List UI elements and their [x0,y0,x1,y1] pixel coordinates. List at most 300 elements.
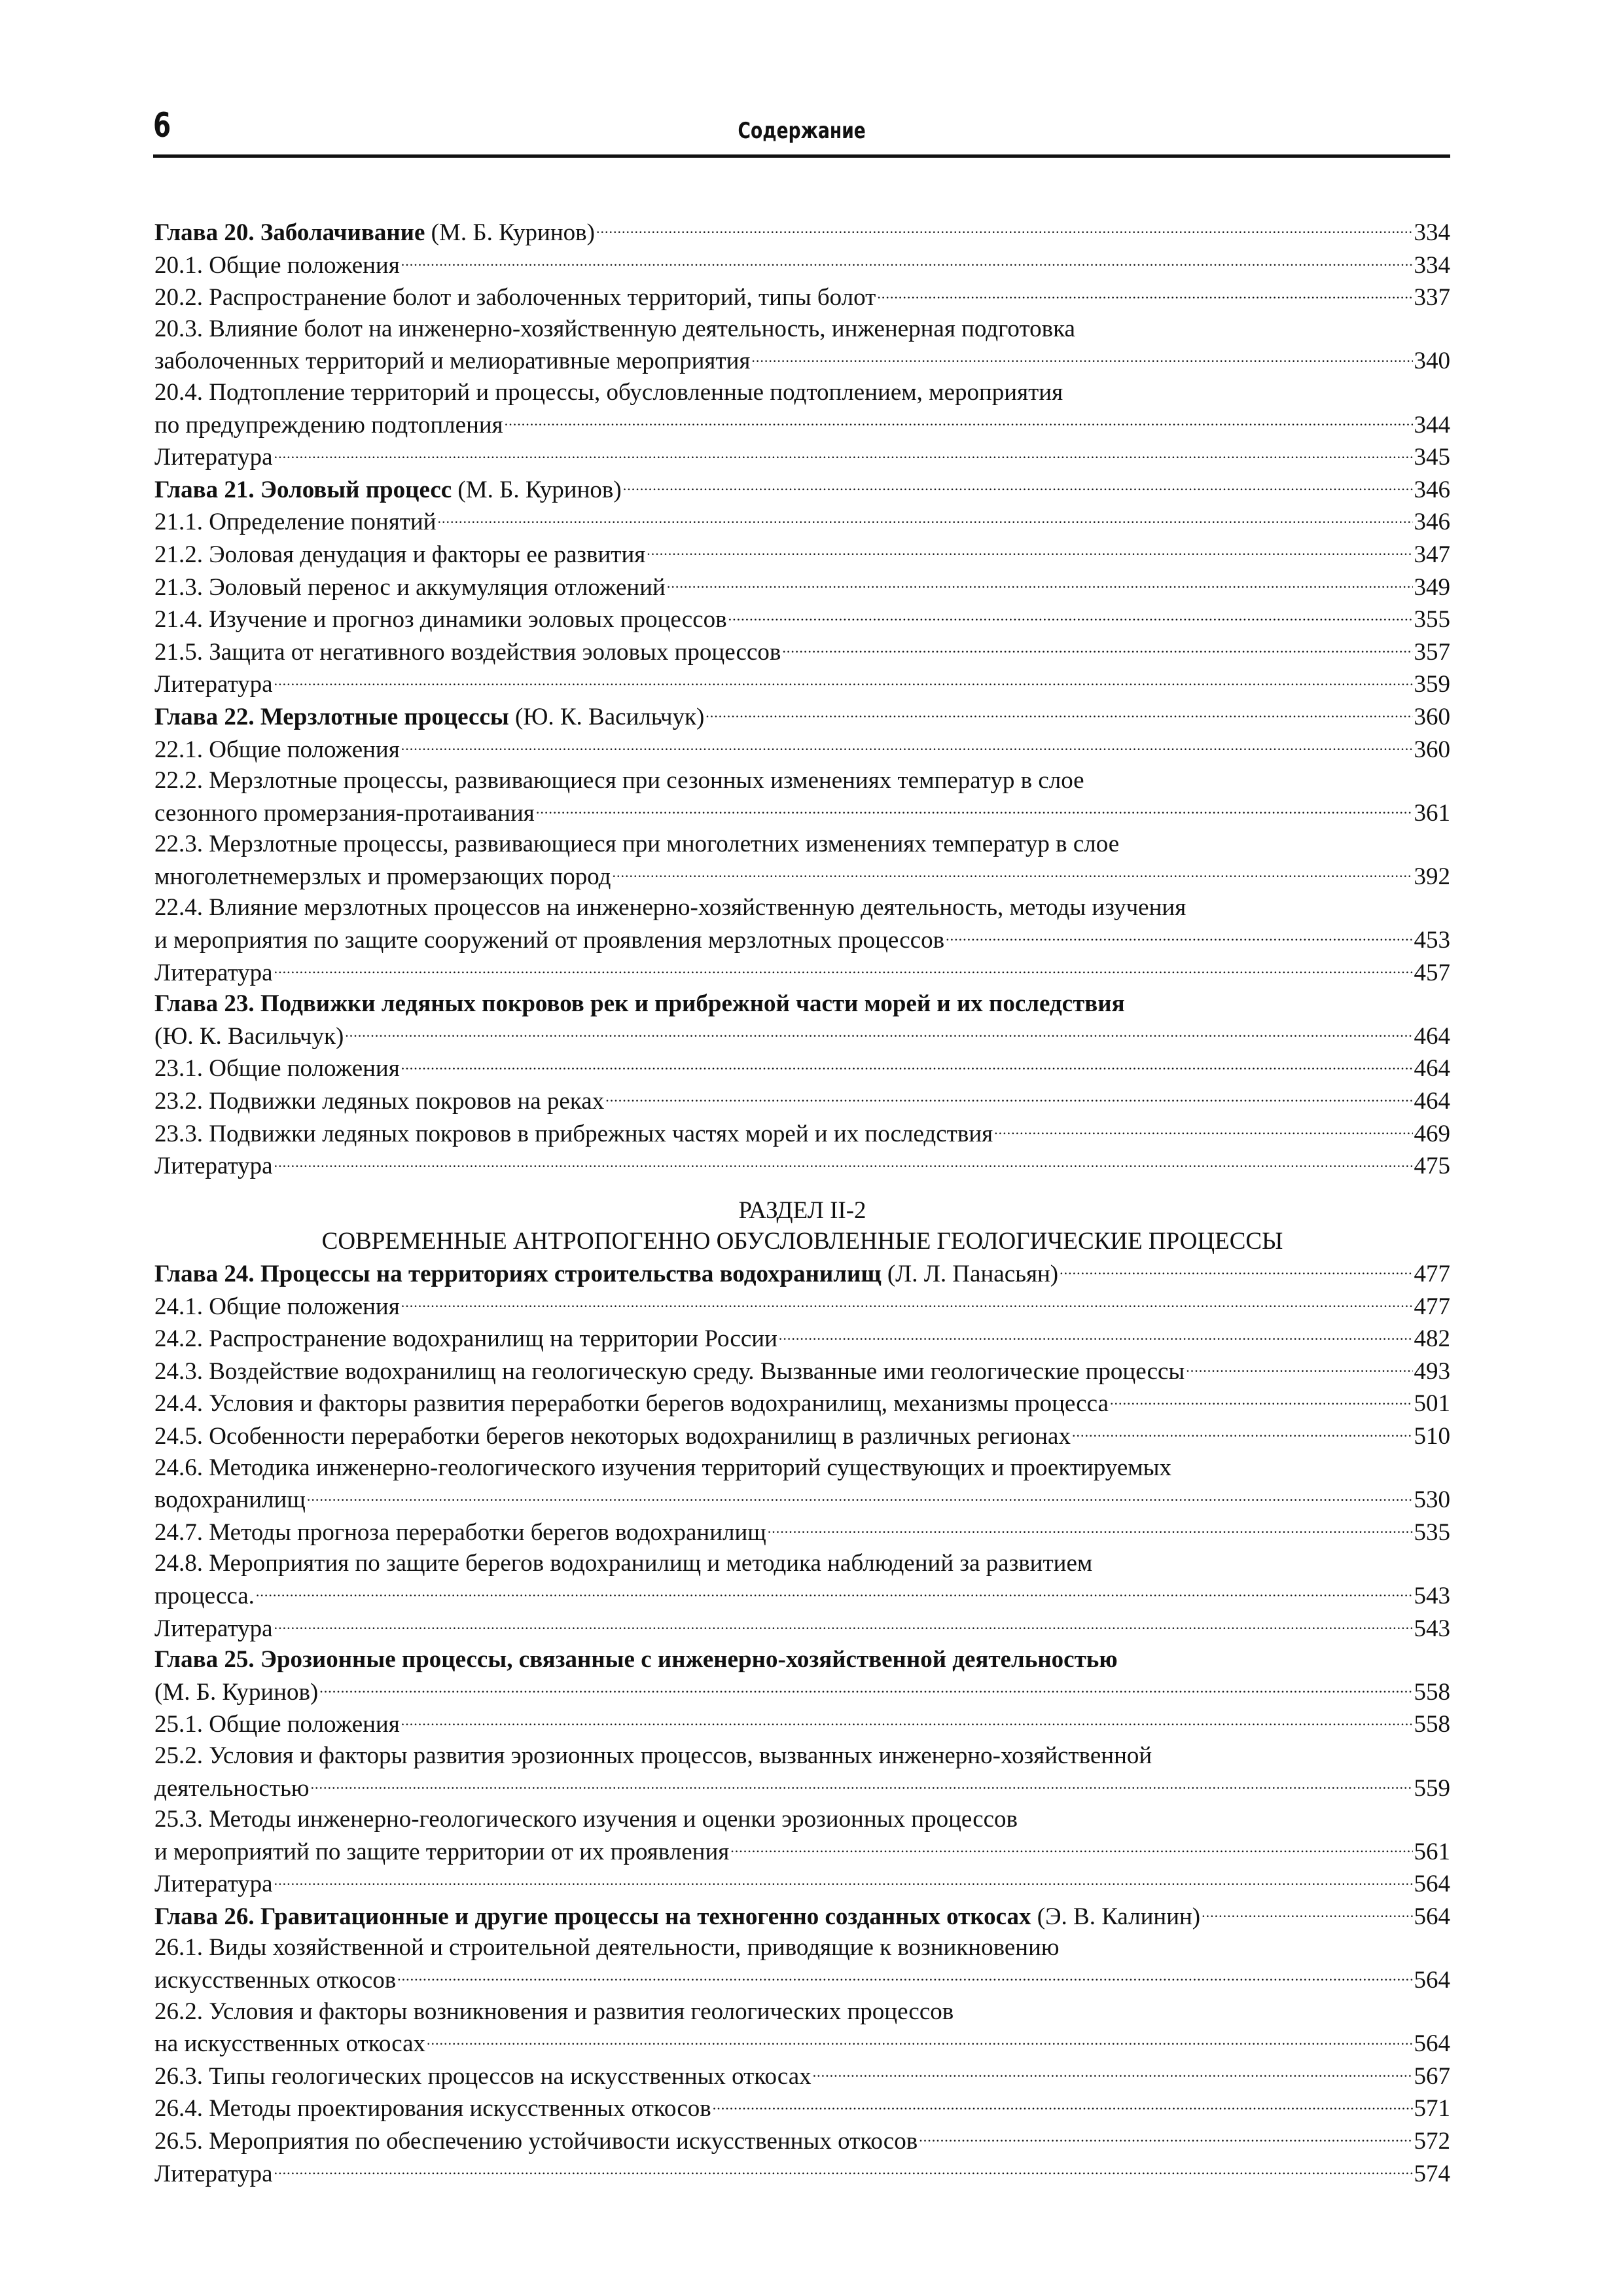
dot-leader [438,505,1413,529]
entry-title: 20.1. Общие положения [154,251,400,279]
chapter-author: (Э. В. Калинин) [1031,1903,1201,1930]
toc-item[interactable] [154,1355,1450,1388]
entry-title: 23.2. Подвижки ледяных покровов на реках [154,1088,605,1115]
page-ref: 464 [1414,1022,1450,1050]
toc-entry-line[interactable] [154,860,1450,893]
page-ref: 477 [1414,1293,1450,1320]
entry-text [154,1869,273,1900]
toc-item[interactable] [154,505,1450,538]
page-ref: 355 [1414,606,1450,634]
toc-item[interactable] [154,1052,1450,1085]
page-ref: 510 [1414,1422,1450,1450]
toc-entry-line[interactable] [154,1290,1450,1323]
chapter-title: Глава 23. Подвижки ледяных покровов рек и прибрежной части морей и их последствия [154,990,1125,1018]
entry-text [154,669,273,700]
page-number: 6 [153,106,171,145]
entry-title: 21.4. Изучение и прогноз динамики эоловых процессов [154,606,727,634]
entry-text [154,507,437,538]
page-ref: 357 [1414,638,1450,666]
dot-leader [307,1483,1413,1507]
entry-text: 20.4. Подтопление территорий и процессы, обусловленные подтоплением, мероприятия [154,378,1063,406]
entry-text [154,250,400,281]
dot-leader [994,1117,1412,1141]
entry-title: 23.3. Подвижки ледяных покровов в прибрежных частях морей и их последствия [154,1120,993,1147]
dot-leader [345,1020,1412,1044]
entry-lead-line [154,1548,1450,1579]
toc-entry-line[interactable] [154,603,1450,636]
toc-entry-line[interactable] [154,473,1450,506]
toc-entry-line[interactable] [154,1420,1450,1452]
chapter-title: Глава 26. Гравитационные и другие процессы на техногенно созданных откосах [154,1903,1031,1930]
toc-entry-line[interactable] [154,538,1450,571]
running-title [153,118,1450,144]
toc-entry-line[interactable] [154,281,1450,314]
dot-leader [713,2092,1413,2116]
entry-text [154,1709,400,1740]
toc-item[interactable] [154,249,1450,281]
entry-title: 26.5. Мероприятия по обеспечению устойчивости искусственных откосов [154,2128,918,2155]
toc-entry-line[interactable] [154,249,1450,281]
entry-lead-line [154,829,1450,860]
toc-entry-line[interactable] [154,1708,1450,1740]
entry-text [154,1613,273,1645]
entry-lead-line [154,1740,1450,1772]
entry-text [154,1581,255,1612]
toc-item[interactable] [154,2092,1450,2125]
page-ref: 457 [1414,959,1450,986]
entry-text [154,475,622,506]
toc-entry-line[interactable] [154,636,1450,668]
toc-item[interactable] [154,1290,1450,1323]
toc-item[interactable] [154,377,1450,440]
dot-leader [813,2060,1413,2084]
toc-item[interactable] [154,440,1450,473]
entry-title: Литература [154,444,273,471]
entry-title: 21.3. Эоловый перенос и аккумуляция отложений [154,573,666,601]
entry-title: сезонного промерзания-протаивания [154,799,535,827]
page-ref: 346 [1414,476,1450,503]
entry-title: 26.4. Методы проектирования искусственных откосов [154,2095,711,2123]
toc-item[interactable] [154,956,1450,989]
toc-item[interactable] [154,1117,1450,1150]
chapter-author: (М. Б. Куринов) [154,1678,319,1706]
dot-leader [728,603,1413,627]
toc-chapter[interactable] [154,473,1450,506]
chapter-author: (М. Б. Куринов) [425,219,595,246]
chapter-title: Глава 25. Эрозионные процессы, связанные с инженерно-хозяйственной деятельностью [154,1646,1118,1674]
dot-leader [596,216,1413,240]
toc-entry-line[interactable] [154,1387,1450,1420]
dot-leader [751,344,1412,368]
entry-text [154,2093,711,2125]
entry-title: по предупреждению подтопления [154,411,503,439]
entry-text: 26.1. Виды хозяйственной и строительной деятельности, приводящие к возникновению [154,1934,1060,1962]
toc-entry-line[interactable] [154,1117,1450,1150]
dot-leader [647,538,1412,562]
dot-leader [401,1052,1413,1076]
dot-leader [505,408,1413,433]
dot-leader [274,1612,1413,1636]
dot-leader [274,956,1413,980]
entry-title: процесса. [154,1582,255,1609]
toc-chapter[interactable] [154,700,1450,733]
toc-entry-line[interactable] [154,1149,1450,1182]
toc-item[interactable] [154,1804,1450,1867]
chapter-author: (М. Б. Куринов) [452,476,622,503]
toc-entry-line[interactable] [154,1052,1450,1085]
toc-chapter[interactable] [154,1644,1450,1708]
page-header [153,105,1450,158]
entry-text [154,2028,425,2060]
section-heading [154,1182,1450,1257]
entry-title: Литература [154,2160,273,2187]
toc-entry-line[interactable] [154,797,1450,829]
chapter-title: Глава 22. Мерзлотные процессы [154,703,509,730]
dot-leader [946,924,1412,948]
entry-title: 23.1. Общие положения [154,1055,400,1083]
dot-leader [877,281,1412,305]
toc-item[interactable] [154,1548,1450,1611]
dot-leader [623,473,1413,497]
entry-text: 22.4. Влияние мерзлотных процессов на инженерно-хозяйственную деятельность, методы изучения [154,894,1186,922]
toc-chapter[interactable] [154,988,1450,1052]
entry-title: Литература [154,959,273,986]
entry-lead-line [154,765,1450,797]
toc-item[interactable] [154,314,1450,377]
dot-leader [256,1579,1413,1604]
dot-leader [612,860,1412,884]
toc-entry-line[interactable] [154,1835,1450,1868]
toc-entry-line[interactable] [154,1085,1450,1117]
entry-text [154,1356,1185,1388]
page-ref: 360 [1414,736,1450,763]
entry-text [154,702,704,733]
entry-title: 24.2. Распространение водохранилищ на территории России [154,1325,777,1353]
toc-entry-line[interactable] [154,733,1450,766]
page-ref: 559 [1414,1774,1450,1802]
page-ref: 572 [1414,2128,1450,2155]
dot-leader [919,2125,1412,2149]
dot-leader [1072,1420,1413,1444]
dot-leader [397,1964,1412,1988]
table-of-contents [154,216,1450,2189]
toc-item[interactable] [154,1932,1450,1996]
toc-item[interactable] [154,281,1450,314]
toc-entry-line[interactable] [154,1355,1450,1388]
entry-text [154,1388,1109,1420]
entry-lead-line [154,377,1450,408]
page-ref: 453 [1414,927,1450,954]
entry-title: 21.1. Определение понятий [154,509,437,536]
toc-item[interactable] [154,668,1450,700]
dot-leader [705,700,1412,725]
toc-item[interactable] [154,1867,1450,1900]
page-ref: 564 [1414,1871,1450,1898]
page-ref: 482 [1414,1325,1450,1353]
toc-chapter[interactable] [154,1257,1450,1290]
page-ref: 334 [1414,251,1450,279]
page-ref: 558 [1414,1711,1450,1738]
toc-entry-line[interactable] [154,1257,1450,1290]
toc-entry-line[interactable] [154,2157,1450,2190]
toc-item[interactable] [154,892,1450,956]
entry-title: деятельностью [154,1774,310,1802]
page-ref: 360 [1414,703,1450,730]
toc-item[interactable] [154,1996,1450,2060]
toc-entry-line[interactable] [154,668,1450,700]
entry-text [154,1291,400,1323]
dot-leader [1186,1355,1412,1379]
entry-text: 25.3. Методы инженерно-геологического изучения и оценки эрозионных процессов [154,1806,1018,1833]
page-ref: 345 [1414,444,1450,471]
page-ref: 464 [1414,1088,1450,1115]
page-ref: 334 [1414,219,1450,246]
entry-text [154,1259,1058,1290]
entry-text [154,1086,604,1117]
dot-leader [1202,1900,1412,1924]
entry-text [154,604,727,636]
toc-item[interactable] [154,1387,1450,1420]
toc-entry-line[interactable] [154,1772,1450,1804]
toc-item[interactable] [154,1322,1450,1355]
toc-item[interactable] [154,2125,1450,2157]
dot-leader [401,249,1413,273]
entry-text [154,539,645,571]
toc-entry-line[interactable] [154,440,1450,473]
dot-leader [274,1867,1413,1892]
entry-text [154,958,273,989]
entry-title: и мероприятия по защите сооружений от проявления мерзлотных процессов [154,927,945,954]
toc-item[interactable] [154,1516,1450,1549]
toc-item[interactable] [154,603,1450,636]
entry-text [154,1773,310,1804]
toc-entry-line[interactable] [154,1483,1450,1516]
entry-title: 21.5. Защита от негативного воздействия эоловых процессов [154,638,781,666]
entry-title: 20.2. Распространение болот и заболоченных территорий, типы болот [154,284,876,312]
toc-entry-line[interactable] [154,924,1450,956]
page-ref: 469 [1414,1120,1450,1147]
entry-title: 24.3. Воздействие водохранилищ на геологическую среду. Вызванные ими геологические процессы [154,1357,1185,1385]
page-ref: 574 [1414,2160,1450,2187]
chapter-author: (Ю. К. Васильчук) [154,1022,344,1050]
page-ref: 530 [1414,1486,1450,1514]
chapter-title: Глава 20. Заболачивание [154,219,425,246]
entry-text: 24.8. Мероприятия по защите берегов водохранилищ и методика наблюдений за развитием [154,1550,1093,1577]
toc-entry-line[interactable] [154,956,1450,989]
toc-entry-line[interactable] [154,344,1450,377]
toc-item[interactable] [154,1149,1450,1182]
toc-item[interactable] [154,1740,1450,1804]
toc-item[interactable] [154,829,1450,892]
dot-leader [605,1085,1412,1109]
dot-leader [401,733,1413,757]
entry-title: 26.3. Типы геологических процессов на искусственных откосах [154,2062,812,2090]
entry-title: 22.1. Общие положения [154,736,400,763]
entry-text [154,217,595,249]
running-title-text: Содержание [738,118,866,144]
dot-leader [779,1322,1413,1346]
entry-title: на искусственных откосах [154,2030,426,2058]
dot-leader [1110,1387,1413,1411]
toc-entry-line[interactable] [154,216,1450,249]
toc-item[interactable] [154,2060,1450,2092]
toc-entry-line[interactable] [154,2125,1450,2157]
entry-lead-line [154,1996,1450,2028]
entry-text [154,861,611,893]
entry-text [154,2159,273,2190]
page-ref: 558 [1414,1678,1450,1706]
dot-leader [401,1708,1413,1732]
page-ref: 493 [1414,1357,1450,1385]
page-ref: 501 [1414,1390,1450,1418]
page-ref: 561 [1414,1838,1450,1865]
entry-title: Литература [154,1615,273,1642]
toc-chapter[interactable] [154,1900,1450,1933]
entry-lead-line [154,1932,1450,1964]
entry-text [154,1323,777,1355]
section-number: РАЗДЕЛ II-2 [738,1196,866,1224]
toc-item[interactable] [154,733,1450,766]
dot-leader [274,2157,1413,2181]
page-ref: 535 [1414,1518,1450,1546]
dot-leader [274,1149,1413,1174]
toc-item[interactable] [154,1420,1450,1452]
toc-chapter[interactable] [154,216,1450,249]
toc-entry-line[interactable] [154,408,1450,441]
toc-item[interactable] [154,1085,1450,1117]
toc-entry-line[interactable] [154,1579,1450,1612]
dot-leader [274,668,1413,692]
entry-text [154,1484,306,1516]
entry-title: 24.7. Методы прогноза переработки берегов водохранилищ [154,1518,766,1546]
toc-entry-line[interactable] [154,1322,1450,1355]
entry-text [154,798,535,829]
entry-title: 24.4. Условия и факторы развития переработки берегов водохранилищ, механизмы процесса [154,1390,1109,1418]
entry-text: 25.2. Условия и факторы развития эрозионных процессов, вызванных инженерно-хозяйственной [154,1742,1152,1769]
page-ref: 543 [1414,1582,1450,1609]
toc-item[interactable] [154,1708,1450,1740]
dot-leader [768,1516,1413,1540]
toc-entry-line[interactable] [154,1964,1450,1996]
entry-title: Литература [154,1153,273,1180]
entry-lead-line [154,892,1450,924]
entry-text: 22.2. Мерзлотные процессы, развивающиеся при сезонных изменениях температур в слое [154,767,1084,795]
chapter-title-line [154,988,1450,1020]
entry-lead-line [154,1804,1450,1835]
dot-leader [401,1290,1413,1314]
dot-leader [319,1676,1412,1700]
entry-title: 25.1. Общие положения [154,1711,400,1738]
toc-item[interactable] [154,2157,1450,2190]
toc-entry-line[interactable] [154,1867,1450,1900]
page-ref: 361 [1414,799,1450,827]
chapter-author: (Л. Л. Панасьян) [881,1261,1059,1287]
page-ref: 543 [1414,1615,1450,1642]
entry-text [154,1053,400,1085]
entry-title: Литература [154,1871,273,1898]
dot-leader [730,1835,1412,1859]
entry-title: Литература [154,671,273,698]
entry-text [154,1021,344,1052]
entry-text: 20.3. Влияние болот на инженерно-хозяйственную деятельность, инженерная подготовка [154,315,1075,342]
toc-entry-line[interactable] [154,2027,1450,2060]
entry-text [154,1901,1200,1933]
entry-text [154,925,944,956]
entry-title: 24.5. Особенности переработки берегов некоторых водохранилищ в различных регионах [154,1422,1071,1450]
toc-item[interactable] [154,571,1450,603]
page-ref: 359 [1414,671,1450,698]
chapter-title: Глава 24. Процессы на территориях строительства водохранилищ [154,1261,882,1287]
toc-entry-line[interactable] [154,2092,1450,2125]
page-ref: 349 [1414,573,1450,601]
entry-text [154,1421,1071,1452]
entry-lead-line [154,1452,1450,1484]
entry-text [154,442,273,473]
entry-text [154,1837,729,1868]
page-ref: 344 [1414,411,1450,439]
dot-leader [274,440,1413,465]
entry-text [154,1151,273,1182]
page-ref: 475 [1414,1153,1450,1180]
page-ref: 340 [1414,348,1450,375]
entry-text [154,410,503,441]
toc-entry-line[interactable] [154,1612,1450,1645]
dot-leader [782,636,1412,660]
chapter-author: (Ю. К. Васильчук) [508,703,705,730]
dot-leader [667,571,1413,595]
toc-entry-line[interactable] [154,2060,1450,2092]
entry-text [154,2061,812,2092]
toc-entry-line[interactable] [154,1516,1450,1549]
page-ref: 564 [1414,2030,1450,2058]
toc-item[interactable] [154,765,1450,829]
page-ref: 464 [1414,1055,1450,1083]
toc-item[interactable] [154,1612,1450,1645]
dot-leader [1060,1257,1412,1282]
entry-text: 22.3. Мерзлотные процессы, развивающиеся при многолетних изменениях температур в слое [154,831,1120,858]
chapter-title-line [154,1644,1450,1676]
toc-item[interactable] [154,636,1450,668]
entry-text [154,1965,396,1996]
dot-leader [536,797,1413,821]
entry-text: 26.2. Условия и факторы возникновения и развития геологических процессов [154,1998,954,2025]
toc-entry-line[interactable] [154,571,1450,603]
entry-text [154,734,400,766]
page-ref: 337 [1414,284,1450,312]
page-ref: 564 [1414,1903,1450,1930]
toc-entry-line[interactable] [154,505,1450,538]
toc-entry-line[interactable] [154,1020,1450,1052]
page-ref: 564 [1414,1967,1450,1994]
entry-title: искусственных откосов [154,1967,397,1994]
page-ref: 392 [1414,863,1450,890]
dot-leader [427,2027,1412,2051]
page-ref: 346 [1414,509,1450,536]
chapter-title: Глава 21. Эоловый процесс [154,476,452,503]
entry-text: 24.6. Методика инженерно-геологического изучения территорий существующих и проектируемых [154,1454,1172,1481]
toc-entry-line[interactable] [154,1676,1450,1708]
toc-item[interactable] [154,538,1450,571]
entry-text [154,572,666,603]
entry-title: 24.1. Общие положения [154,1293,400,1320]
entry-title: 21.2. Эоловая денудация и факторы ее развития [154,541,646,568]
toc-item[interactable] [154,1452,1450,1516]
entry-text [154,637,781,668]
toc-entry-line[interactable] [154,700,1450,733]
toc-entry-line[interactable] [154,1900,1450,1933]
entry-text [154,1119,993,1150]
entry-text [154,2126,918,2157]
